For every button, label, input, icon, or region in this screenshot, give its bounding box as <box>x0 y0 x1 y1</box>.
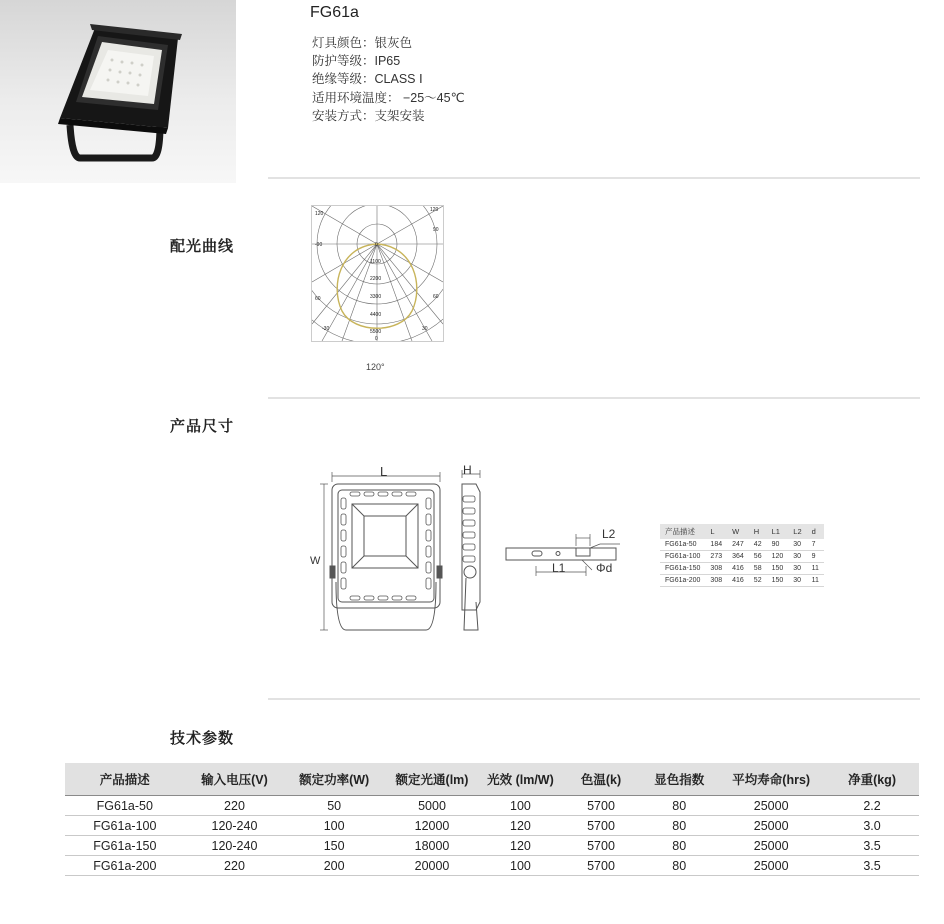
angle-label: 90 <box>433 227 439 233</box>
polar-light-curve <box>311 205 444 342</box>
table-cell: 120 <box>767 551 789 563</box>
polar-caption: 120° <box>366 362 385 372</box>
table-row <box>65 836 919 856</box>
spec-installation: 安装方式：支架安装 <box>312 109 425 123</box>
tech-params-table <box>65 763 919 876</box>
dim-label-l2: L2 <box>602 527 616 541</box>
table-cell: 80 <box>641 836 717 856</box>
table-cell: 52 <box>749 575 767 587</box>
spec-temperature: 适用环境温度： −25～45℃ <box>312 91 465 105</box>
ring-label: 1100 <box>370 259 381 265</box>
section-title-light-curve: 配光曲线 <box>170 238 235 255</box>
table-cell: 120-240 <box>185 836 285 856</box>
angle-label: 30 <box>422 326 428 332</box>
table-cell: 11 <box>807 563 824 575</box>
ring-label: 3300 <box>370 294 382 300</box>
table-cell: 3.0 <box>825 816 919 836</box>
section-title-dimensions: 产品尺寸 <box>170 418 235 435</box>
table-cell: 11 <box>807 575 824 587</box>
table-cell: 58 <box>749 563 767 575</box>
dim-label-d: Φd <box>596 561 613 575</box>
table-cell: FG61a-50 <box>65 796 185 816</box>
spec-insulation: 绝缘等级：CLASS Ⅰ <box>312 72 423 86</box>
product-photo <box>0 0 236 183</box>
header-cell: H <box>749 524 767 539</box>
table-row <box>65 796 919 816</box>
header-cell: 光效 (lm/W) <box>480 763 561 796</box>
section-title-tech-params: 技术参数 <box>170 730 235 747</box>
dimension-drawing <box>300 462 645 637</box>
table-cell: FG61a-150 <box>660 563 705 575</box>
table-cell: 18000 <box>384 836 480 856</box>
dimension-table <box>660 524 824 587</box>
header-cell: 显色指数 <box>641 763 717 796</box>
table-cell: 80 <box>641 856 717 876</box>
table-row <box>65 816 919 836</box>
ring-label: 2200 <box>370 276 382 282</box>
angle-label: 120 <box>315 211 324 217</box>
table-cell: FG61a-100 <box>65 816 185 836</box>
table-cell: 184 <box>705 539 727 551</box>
table-cell: 120-240 <box>185 816 285 836</box>
table-cell: 30 <box>788 539 806 551</box>
ring-label: 5500 <box>370 329 382 335</box>
table-row <box>660 563 824 575</box>
angle-label: -30 <box>322 326 330 332</box>
table-cell: 30 <box>788 563 806 575</box>
table-cell: 100 <box>480 856 561 876</box>
table-cell: 5700 <box>561 836 641 856</box>
table-cell: FG61a-200 <box>65 856 185 876</box>
dim-label-h: H <box>463 463 472 477</box>
angle-label: 0 <box>375 336 378 341</box>
table-cell: 150 <box>284 836 384 856</box>
table-cell: 25000 <box>717 796 825 816</box>
table-cell: 416 <box>727 563 749 575</box>
table-cell: 150 <box>767 575 789 587</box>
table-row <box>660 551 824 563</box>
dimension-table-header <box>660 524 824 539</box>
table-cell: 9 <box>807 551 824 563</box>
header-cell: 产品描述 <box>660 524 705 539</box>
angle-label: 0 <box>375 242 378 248</box>
table-row <box>660 539 824 551</box>
tech-table-header <box>65 763 919 796</box>
product-model: FG61a <box>310 4 359 21</box>
table-cell: 120 <box>480 816 561 836</box>
table-cell: FG61a-200 <box>660 575 705 587</box>
table-cell: FG61a-50 <box>660 539 705 551</box>
table-cell: 5000 <box>384 796 480 816</box>
header-cell: 额定功率(W) <box>284 763 384 796</box>
table-cell: 220 <box>185 856 285 876</box>
table-cell: 25000 <box>717 816 825 836</box>
table-cell: 220 <box>185 796 285 816</box>
header-cell: 平均寿命(hrs) <box>717 763 825 796</box>
table-cell: 416 <box>727 575 749 587</box>
table-cell: 2.2 <box>825 796 919 816</box>
header-cell: L <box>705 524 727 539</box>
table-cell: 100 <box>480 796 561 816</box>
table-cell: FG61a-150 <box>65 836 185 856</box>
table-cell: 308 <box>705 563 727 575</box>
table-cell: 5700 <box>561 856 641 876</box>
header-cell: W <box>727 524 749 539</box>
table-cell: 25000 <box>717 836 825 856</box>
angle-label: -90 <box>315 242 323 248</box>
table-cell: 247 <box>727 539 749 551</box>
table-cell: FG61a-100 <box>660 551 705 563</box>
table-cell: 80 <box>641 816 717 836</box>
table-cell: 42 <box>749 539 767 551</box>
table-cell: 308 <box>705 575 727 587</box>
table-cell: 120 <box>480 836 561 856</box>
header-cell: L2 <box>788 524 806 539</box>
table-row <box>65 856 919 876</box>
table-cell: 364 <box>727 551 749 563</box>
ring-label: 4400 <box>370 312 382 318</box>
table-cell: 90 <box>767 539 789 551</box>
table-row <box>660 575 824 587</box>
header-cell: 色温(k) <box>561 763 641 796</box>
header-cell: L1 <box>767 524 789 539</box>
table-cell: 56 <box>749 551 767 563</box>
dim-label-w: W <box>310 555 321 567</box>
table-cell: 3.5 <box>825 836 919 856</box>
divider <box>268 177 920 179</box>
table-cell: 7 <box>807 539 824 551</box>
header-cell: 额定光通(lm) <box>384 763 480 796</box>
spec-protection: 防护等级：IP65 <box>312 54 401 68</box>
header-cell: 产品描述 <box>65 763 185 796</box>
dim-label-l1: L1 <box>552 561 566 575</box>
angle-label: 60 <box>315 296 321 302</box>
header-cell: 输入电压(V) <box>185 763 285 796</box>
table-cell: 273 <box>705 551 727 563</box>
table-cell: 200 <box>284 856 384 876</box>
header-cell: 净重(kg) <box>825 763 919 796</box>
table-cell: 3.5 <box>825 856 919 876</box>
table-cell: 30 <box>788 575 806 587</box>
table-cell: 5700 <box>561 796 641 816</box>
table-cell: 20000 <box>384 856 480 876</box>
angle-label: 60 <box>433 294 439 300</box>
angle-label: 120 <box>430 207 439 213</box>
table-cell: 12000 <box>384 816 480 836</box>
table-cell: 80 <box>641 796 717 816</box>
header-cell: d <box>807 524 824 539</box>
table-cell: 150 <box>767 563 789 575</box>
table-cell: 100 <box>284 816 384 836</box>
spec-color: 灯具颜色：银灰色 <box>312 36 413 50</box>
divider <box>268 698 920 700</box>
table-cell: 30 <box>788 551 806 563</box>
divider <box>268 397 920 399</box>
dim-label-l: L <box>380 464 388 479</box>
table-cell: 25000 <box>717 856 825 876</box>
table-cell: 50 <box>284 796 384 816</box>
floodlight-image <box>0 0 236 183</box>
table-cell: 5700 <box>561 816 641 836</box>
